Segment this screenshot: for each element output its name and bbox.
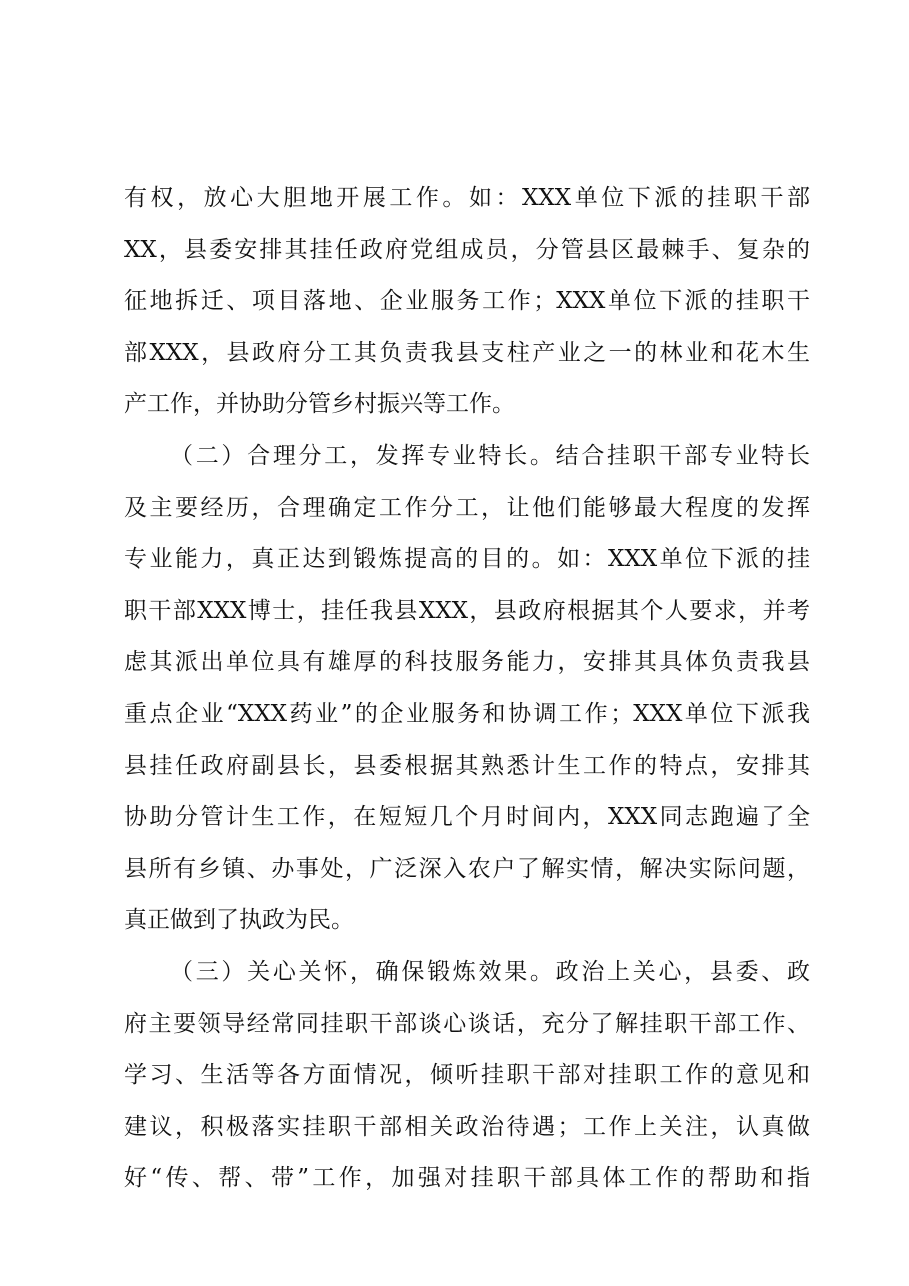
text-line: （二）合理分工，发挥专业特长。结合挂职干部专业特长 [170,442,810,469]
text-line: 建议，积极落实挂职干部相关政治待遇；工作上关注，认真做 [124,1113,810,1140]
text-line: 县挂任政府副县长，县委根据其熟悉计生工作的特点，安排其 [124,752,810,779]
text-line: （三）关心关怀，确保锻炼效果。政治上关心，县委、政 [170,958,810,985]
text-line: 虑其派出单位具有雄厚的科技服务能力，安排其具体负责我县 [124,649,810,676]
text-line: 真正做到了执政为民。 [124,907,354,934]
paragraph-3 [124,952,810,1210]
paragraph-1 [124,178,810,436]
text-line: 重点企业“XXX药业”的企业服务和协调工作；XXX单位下派我 [124,700,810,727]
text-line: 征地拆迁、项目落地、企业服务工作；XXX单位下派的挂职干 [124,288,810,315]
text-line: 专业能力，真正达到锻炼提高的目的。如：XXX单位下派的挂 [124,546,810,573]
body-text [124,178,810,1210]
text-line: 职干部XXX博士，挂任我县XXX，县政府根据其个人要求，并考 [124,597,810,624]
paragraph-2 [124,436,810,952]
text-line: 府主要领导经常同挂职干部谈心谈话，充分了解挂职干部工作、 [124,1010,810,1037]
text-line: 及主要经历，合理确定工作分工，让他们能够最大程度的发挥 [124,494,810,521]
text-line: 部XXX，县政府分工其负责我县支柱产业之一的林业和花木生 [124,339,810,366]
text-line: 学习、生活等各方面情况，倾听挂职干部对挂职工作的意见和 [124,1062,810,1089]
text-line: 有权，放心大胆地开展工作。如：XXX单位下派的挂职干部 [124,185,810,211]
text-line: 县所有乡镇、办事处，广泛深入农户了解实情，解决实际问题， [124,855,810,882]
text-line: 产工作，并协助分管乡村振兴等工作。 [124,391,515,418]
text-line: 协助分管计生工作，在短短几个月时间内，XXX同志跑遍了全 [124,804,810,831]
text-line: 好“传、帮、带”工作，加强对挂职干部具体工作的帮助和指 [124,1165,810,1192]
text-line: XX，县委安排其挂任政府党组成员，分管县区最棘手、复杂的 [124,236,810,263]
